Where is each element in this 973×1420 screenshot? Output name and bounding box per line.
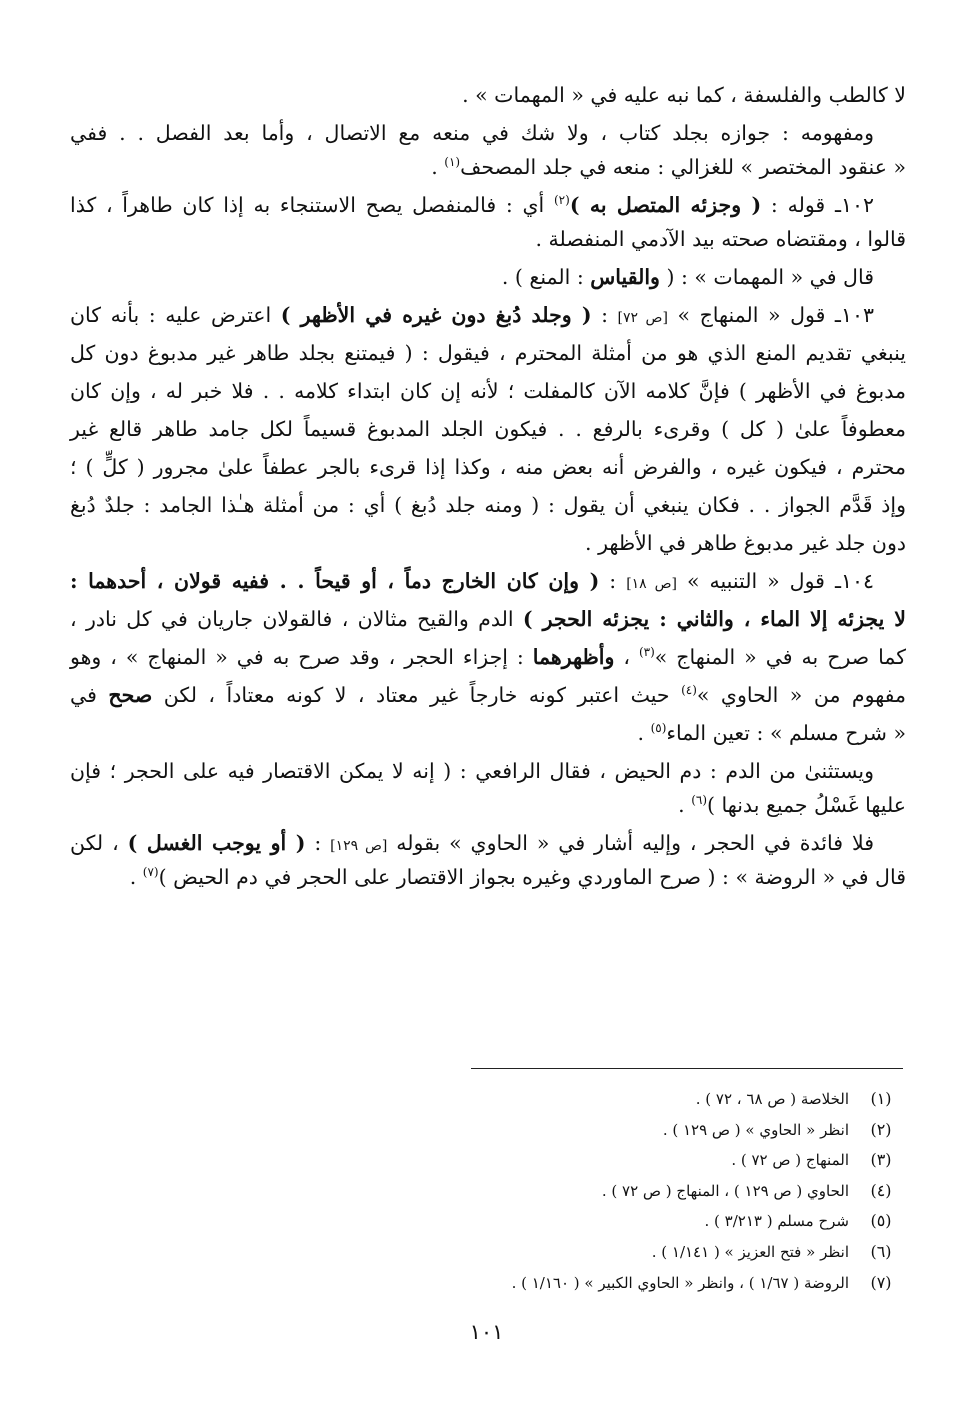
text-span: ، [614,645,639,669]
text-span: : [591,303,618,327]
text-line: مدبوغ في الأظهر ) فإنَّ كلامه الآن كالمفلت ؛ لأنه إن كان ابتداء كلامه . . فلا خبر له ، وإن كان [70,379,906,403]
text-line [70,260,906,294]
text-line: ويستثنىٰ من الدم : دم الحيض ، فقال الرافعي : ( إنه لا يمكن الاقتصار فيه على الحجر ؛ فإن [70,759,874,783]
text-line: دون جلد غير مدبوغ طاهر في الأظهر . [585,531,906,555]
footnote-text: انظر « الحاوي » ( ص ١٢٩ ) . [662,1120,849,1139]
text-span: ، لكن [70,831,128,855]
footnote-text: شرح مسلم ( ٣/٢١٣ ) . [704,1212,849,1231]
text-line: لا كالطب والفلسفة ، كما نبه عليه في « المهمات » . [462,83,906,107]
footnote-ref[interactable]: (٥) [650,721,667,736]
footnote-number: (١) [870,1089,892,1108]
text-span: كما صرح به في « المنهاج » [654,645,906,669]
text-span: في [70,683,109,707]
footnote-ref[interactable]: (١) [444,155,461,170]
quoted-text: ( أو يوجب الغسل ) [127,831,306,855]
text-span: : إجزاء الحجر ، وقد صرح به في « المنهاج » ، وهو [70,645,533,669]
footnote [67,1268,903,1299]
entry-number: ١٠٢ـ قوله : [761,193,874,217]
footnote-text: الخلاصة ( ص ٦٨ ، ٧٢ ) . [695,1090,849,1108]
footnote-number: (٧) [870,1272,892,1292]
text-span: . [431,155,445,179]
quoted-text: ( وإن كان الخارج دماً ، أو قيحاً . . ففيه قولان ، أحدهما : [70,569,600,593]
footnote-ref[interactable]: (٢) [553,193,570,208]
text-span: « عنقود المختصر » للغزالي : منعه في جلد المصحف [460,155,906,179]
page-number: ١٠١ [469,1320,504,1344]
footnote-ref[interactable]: (٣) [638,645,655,660]
footnote-number: (٤) [870,1180,892,1200]
quoted-text: لا يجزئه إلا الماء ، والثاني : يجزئه الحجر ) [522,607,906,631]
footnote [67,1084,903,1115]
quoted-text: صحح [108,683,153,707]
text-line [70,150,906,184]
text-span: قال في « المهمات » : ( [659,265,874,289]
text-span: « شرح مسلم » : تعين الماء [666,721,906,745]
page-ref: [ص ١٨] [626,576,678,592]
entry-number: ١٠٣ـ قول « المنهاج » [667,303,874,327]
text-span: . [678,793,692,817]
main-text [70,78,906,894]
text-span: عليها غَسْلُ جميع بدنها ) [707,793,906,817]
footnote-ref[interactable]: (٧) [142,865,159,880]
text-line [70,640,906,674]
text-line [70,826,906,860]
text-line: وإذ قَدَّم الجواز . . فكان ينبغي أن يقول : ( ومنه جلد دُبغ ) أي : من أمثلة هـٰذا الجامد : جلدٌ دُبغ [70,493,906,517]
text-line [70,188,906,222]
text-span: : [599,569,627,593]
text-span: الدم والقيح مثالان ، فالقولان جاريان في كل نادر ، [70,607,523,631]
quoted-text: ( وجلد دُبغ دون غيره في الأظهر ) [280,303,592,327]
text-span: مفهوم من « الحاوي » [696,683,907,707]
text-line [70,298,906,332]
text-span: . [637,721,651,745]
footnote-ref[interactable]: (٤) [681,683,697,698]
footnote-text: الروضة ( ١/٦٧ ) ، وانظر « الحاوي الكبير » ( ١/١٦٠ ) . [511,1273,849,1292]
page-ref: [ص ٧٢] [617,310,668,326]
text-line: ينبغي تقديم المنع الذي هو من أمثلة المحترم ، فيقول : ( فيمتنع بجلد طاهر غير مدبوغ دون كل [70,341,906,365]
entry-number: ١٠٤ـ قول « التنبيه » [677,569,874,593]
text-line [70,564,906,598]
quoted-text: وأظهرهما [532,645,615,669]
quoted-text: ( وجزئه المتصل به ) [569,193,762,217]
footnote-divider [471,1068,903,1069]
text-span: : [305,831,331,855]
footnote-text: المنهاج ( ص ٧٢ ) . [731,1151,849,1170]
quoted-text: والقياس [590,265,660,289]
text-span: : المنع ) . [501,265,591,289]
text-span: أي : فالمنفصل يصح الاستنجاء به إذا كان طاهراً ، كذا [70,193,554,217]
text-line [70,860,906,894]
text-span: اعترض عليه : بأنه كان [70,303,281,327]
text-line [70,716,906,750]
text-line: معطوفاً علىٰ ( كل ) وقرىء بالرفع . . فيكون الجلد المدبوغ قسيماً لكل جامد طاهر قالع غير [70,417,906,441]
footnote-number: (٥) [870,1211,892,1231]
text-span: حيث اعتبر كونه خارجاً غير معتاد ، لا كونه معتاداً ، لكن [152,683,682,707]
footnote-text: الحاوي ( ص ١٢٩ ) ، المنهاج ( ص ٧٢ ) . [601,1181,849,1200]
footnote-ref[interactable]: (٦) [691,793,708,808]
text-span: فلا فائدة في الحجر ، وإليه أشار في « الحاوي » بقوله [387,831,874,855]
footnote [67,1237,903,1268]
footnote-number: (٣) [870,1150,892,1170]
text-line [70,678,906,712]
text-line [70,788,906,822]
text-line [70,602,906,636]
text-line: محترم ، فيكون غيره ، والفرض أنه بعض منه ، وكذا إذا قرىء بالجر عطفاً علىٰ مجرور ( كلٍّ ) ؛ [70,455,906,479]
footnote-number: (٢) [870,1119,892,1139]
text-line: قالوا ، ومقتضاه صحته بيد الآدمي المنفصلة . [535,227,906,251]
footnote [67,1115,903,1146]
footnote-number: (٦) [870,1241,892,1261]
footnote [67,1206,903,1237]
footnote [67,1145,903,1176]
footnote [67,1176,903,1207]
text-span: قال في « الروضة » : ( صرح الماوردي وغيره بجواز الاقتصار على الحجر في دم الحيض ) [158,865,906,889]
footnotes [67,1084,903,1298]
text-span: . [129,865,143,889]
page-ref: [ص ١٢٩] [330,838,388,854]
footnote-text: انظر « فتح العزيز » ( ١/١٤١ ) . [651,1242,849,1261]
text-line: ومفهومه : جوازه بجلد كتاب ، ولا شك في منعه مع الاتصال ، وأما بعد الفصل . . ففي [70,121,874,145]
